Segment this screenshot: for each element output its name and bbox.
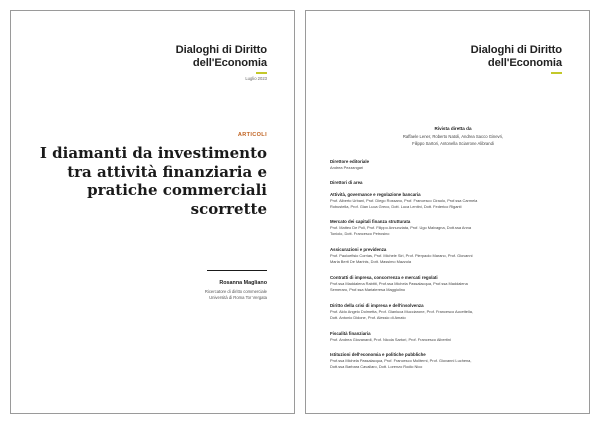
area-block <box>330 275 580 293</box>
area-title: Fiscalità finanziaria <box>330 331 371 336</box>
editors-line: Raffaele Lener, Roberto Natoli, Andrea Sacco Ginevri, <box>402 134 504 139</box>
area-block <box>330 303 580 321</box>
author-name: Rosanna Magliano <box>219 280 267 286</box>
area-title: Contratti di impresa, concorrenza e mercati regolati <box>330 275 438 280</box>
cover-page <box>10 10 295 414</box>
brand-line-1: Dialoghi di Diritto <box>470 44 562 56</box>
areas-heading: Direttori di area <box>330 180 363 185</box>
area-members: Maria Berti De Marinis, Dott. Massimo Mazzola <box>330 259 412 265</box>
area-title: Istituzioni dell'economia e politiche pubbliche <box>330 352 426 357</box>
accent-bar <box>551 72 562 74</box>
area-members: Robustella, Prof. Gian Luca Greco, Dott. Luca Lentini, Dott. Federico Riganti <box>330 204 462 210</box>
area-members: Prof. Andrea Giovanardi, Prof. Nicola Sartori, Prof. Francesco Albertini <box>330 337 451 342</box>
area-members: Toniolo, Dott. Francesco Petrosino <box>330 231 390 237</box>
brand-line-2: dell'Economia <box>487 57 562 69</box>
area-block <box>330 247 580 265</box>
section-tag: ARTICOLI <box>237 132 267 138</box>
journal-brand <box>176 44 267 81</box>
area-members: Prof. Matteo De Poli, Prof. Filippo Annunziata, Prof. Ugo Malvagna, Dott.ssa Anna <box>330 225 472 230</box>
area-title: Mercato dei capitali finanza strutturata <box>330 219 411 224</box>
area-members: Prof. Aldo Angelo Dolmetta, Prof. Gianluca Mucciarone, Prof. Francesco Accettella, <box>330 309 473 314</box>
area-members: Prof. Paoloefisio Corrias, Prof. Michele Siri, Prof. Pierpaolo Marano, Prof. Giovanni <box>330 253 473 258</box>
areas-heading-block <box>330 180 580 186</box>
editorial-director-title: Direttore editoriale <box>330 159 370 164</box>
editors-heading: Rivista diretta da <box>434 126 472 131</box>
brand-line-1: Dialoghi di Diritto <box>175 44 267 56</box>
area-title: Diritto della crisi di impresa e dell'insolvenza <box>330 303 424 308</box>
masthead-page <box>305 10 590 414</box>
editors-line: Filippo Sartori, Antonella Sciarrone Alibrandi <box>412 141 494 146</box>
area-block <box>330 352 580 370</box>
area-title: Assicurazioni e previdenza <box>330 247 387 252</box>
area-block <box>330 192 580 210</box>
issue-date: Luglio 2023 <box>245 76 267 81</box>
area-block <box>330 331 580 343</box>
area-members: Prof. Alberto Urbani, Prof. Diego Rossano, Prof. Francesco Ciraolo, Prof.ssa Carmela <box>330 198 478 203</box>
area-members: Prof.ssa Maddalena Rabitti, Prof.ssa Michela Passalacqua, Prof.ssa Maddalena <box>330 281 468 286</box>
accent-bar <box>256 72 267 74</box>
area-title: Attività, governance e regolazione bancaria <box>330 192 421 197</box>
article-title: I diamanti da investimento tra attività finanziaria e pratiche commerciali scorrette <box>39 144 267 218</box>
editorial-director-name: Andrea Pezzangari <box>330 165 364 170</box>
brand-line-2: dell'Economia <box>192 57 267 69</box>
editors-block <box>328 126 578 147</box>
author-divider <box>207 270 267 271</box>
area-members: Semeraro, Prof.ssa Mariateresa Maggiolino <box>330 287 406 293</box>
journal-brand <box>471 44 562 74</box>
author-role: Ricercatore di diritto commerciale <box>204 289 267 294</box>
area-members: Dott.ssa Barbara Cavallaro, Dott. Lorenzo Rodio Nico <box>330 364 423 370</box>
area-block <box>330 219 580 237</box>
area-members: Dott. Antonio Didone, Prof. Alessio di Amato <box>330 315 406 321</box>
author-affiliation: Università di Roma Tor Vergata <box>209 295 267 300</box>
area-members: Prof.ssa Michela Passalacqua, Prof. Francesco Moliterni, Prof. Giovanni Luchena, <box>330 358 472 363</box>
editorial-director-block <box>330 159 580 171</box>
